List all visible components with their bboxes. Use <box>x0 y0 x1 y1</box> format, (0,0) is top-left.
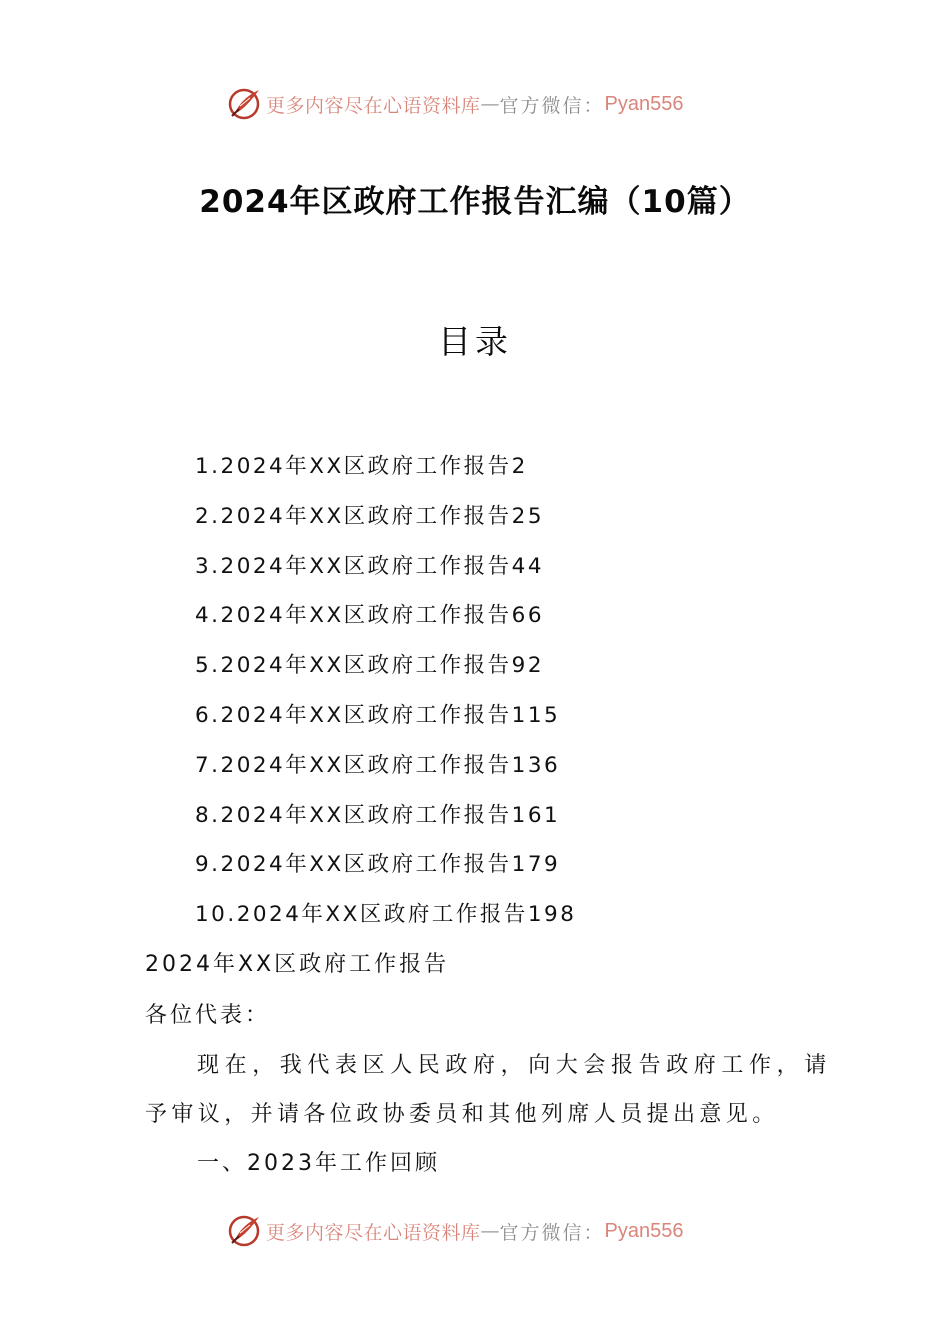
toc-entry-9[interactable]: 9.2024年XX区政府工作报告179 <box>195 852 561 878</box>
watermark-wechat-id: Pyan556 <box>604 92 684 115</box>
salutation: 各位代表： <box>145 1003 271 1028</box>
report-title: 2024年XX区政府工作报告 <box>145 952 450 977</box>
watermark-brand: 更多内容尽在心语资料库 <box>266 1221 481 1244</box>
watermark-wechat-id: Pyan556 <box>604 1219 684 1242</box>
toc-heading: 目录 <box>438 322 512 361</box>
toc-entry-10[interactable]: 10.2024年XX区政府工作报告198 <box>195 902 577 928</box>
table-of-contents <box>195 447 576 945</box>
toc-entry-2[interactable]: 2.2024年XX区政府工作报告25 <box>195 503 545 529</box>
watermark-brand: 更多内容尽在心语资料库 <box>266 94 481 117</box>
watermark-official-label: 官方微信： <box>499 94 605 117</box>
toc-entry-1[interactable]: 1.2024年XX区政府工作报告2 <box>195 454 528 479</box>
paragraph-line: 予审议，并请各位政协委员和其他列席人员提出意见。 <box>145 1102 779 1127</box>
toc-entry-7[interactable]: 7.2024年XX区政府工作报告136 <box>195 752 561 778</box>
section-heading: 一、2023年工作回顾 <box>197 1151 440 1176</box>
watermark-separator: — <box>480 1220 500 1242</box>
toc-entry-6[interactable]: 6.2024年XX区政府工作报告115 <box>195 702 561 728</box>
watermark-header <box>226 84 684 124</box>
toc-entry-3[interactable]: 3.2024年XX区政府工作报告44 <box>195 553 545 579</box>
toc-entry-4[interactable]: 4.2024年XX区政府工作报告66 <box>195 603 545 629</box>
quill-logo-icon <box>226 1213 262 1249</box>
watermark-separator: — <box>480 93 500 115</box>
quill-logo-icon <box>226 86 262 122</box>
watermark-official-label: 官方微信： <box>499 1221 605 1244</box>
document-title: 2024年区政府工作报告汇编（10篇） <box>199 184 751 220</box>
paragraph-line: 现在，我代表区人民政府，向大会报告政府工作，请 <box>197 1053 832 1078</box>
toc-entry-5[interactable]: 5.2024年XX区政府工作报告92 <box>195 653 545 679</box>
watermark-footer <box>226 1211 684 1251</box>
toc-entry-8[interactable]: 8.2024年XX区政府工作报告161 <box>195 802 561 828</box>
